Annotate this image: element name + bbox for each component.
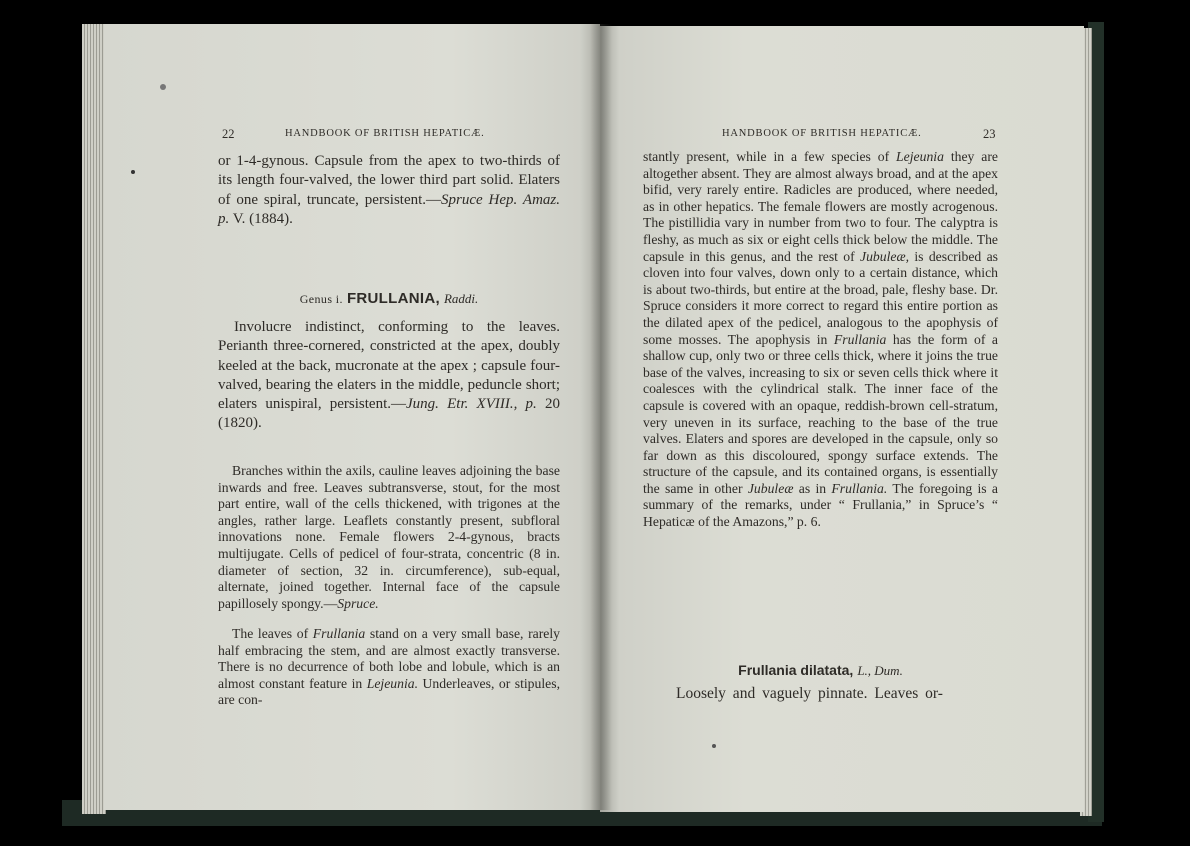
left-paragraph-2: Involucre indistinct, conforming to the leaves. Perianth three-cornered, constricted at the apex, doubly keeled at the back, mucronate at the apex ; capsule four-valved, bearing the elaters in the middle, peduncle short; elaters unispiral, persistent.—Jung. Etr. XVIII., p. 20 (1820). — [218, 319, 561, 432]
running-head: HANDBOOK OF BRITISH HEPATICÆ. — [722, 128, 922, 139]
genus-name: FRULLANIA, — [346, 290, 440, 307]
genus-heading — [218, 290, 560, 308]
species-heading — [643, 662, 998, 680]
paper-spot — [712, 744, 716, 748]
page-number: 22 — [222, 127, 235, 141]
book-gutter — [590, 24, 612, 810]
page-number: 23 — [983, 127, 996, 141]
species-name: Frullania dilatata, — [738, 662, 854, 678]
genus-author: Raddi. — [443, 291, 479, 306]
left-paragraph-1: or 1-4-gynous. Capsule from the apex to two-thirds of its length four-valved, the lower third part solid. Elaters of one spiral, truncate, persistent.—Spruce Hep. Amaz. p. V. (1884). — [218, 153, 560, 227]
right-paragraph-1: stantly present, while in a few species of Lejeunia they are altogether absent. They are almost always broad, and at the apex bifid, very rarely entire. Radicles are produced, where needed, as in other hepatics. The female flowers are mostly acrogenous. The pistillidia vary in number from two to four. The calyptra is fleshy, as much as six or eight cells thick below the middle. The capsule in this genus, and the rest of Jubuleæ, is described as cloven into four valves, down only to a certain distance, which is about two-thirds, but entire at the broad, pale, fleshy base. Dr. Spruce considers it more correct to regard this entire portion as the dilated apex of the pedicel, analogous to the apophysis of some mosses. The apophysis in Frullania has the form of a shallow cup, only two or three cells thick, where it joins the true base of the valves, increasing to six or seven cells thick where it coalesces with the cylindrical stalk. The inner face of the capsule is covered with an opaque, reddish-brown cell-stratum, very uneven in its surface, reaching to the base of the true valves. Elaters and spores are developed in the capsule, only so far down as this discoloured, spongy surface extends. The structure of the capsule, and its contained organs, is essentially the same in other Jubuleæ as in Frullania. The foregoing is a summary of the remarks, under “ Frullania,” in Spruce’s “ Hepaticæ of the Amazons,” p. 6. — [643, 149, 998, 530]
paper-spot — [131, 170, 135, 174]
genus-label: Genus i. — [299, 292, 343, 306]
left-paragraph-4: The leaves of Frullania stand on a very small base, rarely half embracing the stem, and are almost exactly transverse. There is no decurrence of both lobe and lobule, which is an almost constant feature in Lejeunia. Underleaves, or stipules, are con- — [218, 626, 560, 708]
page-edges-left — [82, 24, 106, 814]
species-author: L., Dum. — [857, 663, 903, 678]
left-paragraph-3: Branches within the axils, cauline leaves adjoining the base inwards and free. Leaves subtransverse, stout, for the most part entire, wall of the cells thickened, with trigones at the angles, rather large. Leaflets constantly present, subfloral innovations none. Female flowers 2-4-gynous, bracts multijugate. Cells of pedicel of four-strata, concentric (8 in. diameter of section, 32 in. circumference), sub-equal, alternate, joined together. Internal face of the capsule papillosely spongy.—Spruce. — [218, 463, 560, 611]
running-head: HANDBOOK OF BRITISH HEPATICÆ. — [285, 128, 485, 139]
paper-spot — [160, 84, 166, 90]
right-last-line: Loosely and vaguely pinnate. Leaves or- — [676, 685, 943, 702]
